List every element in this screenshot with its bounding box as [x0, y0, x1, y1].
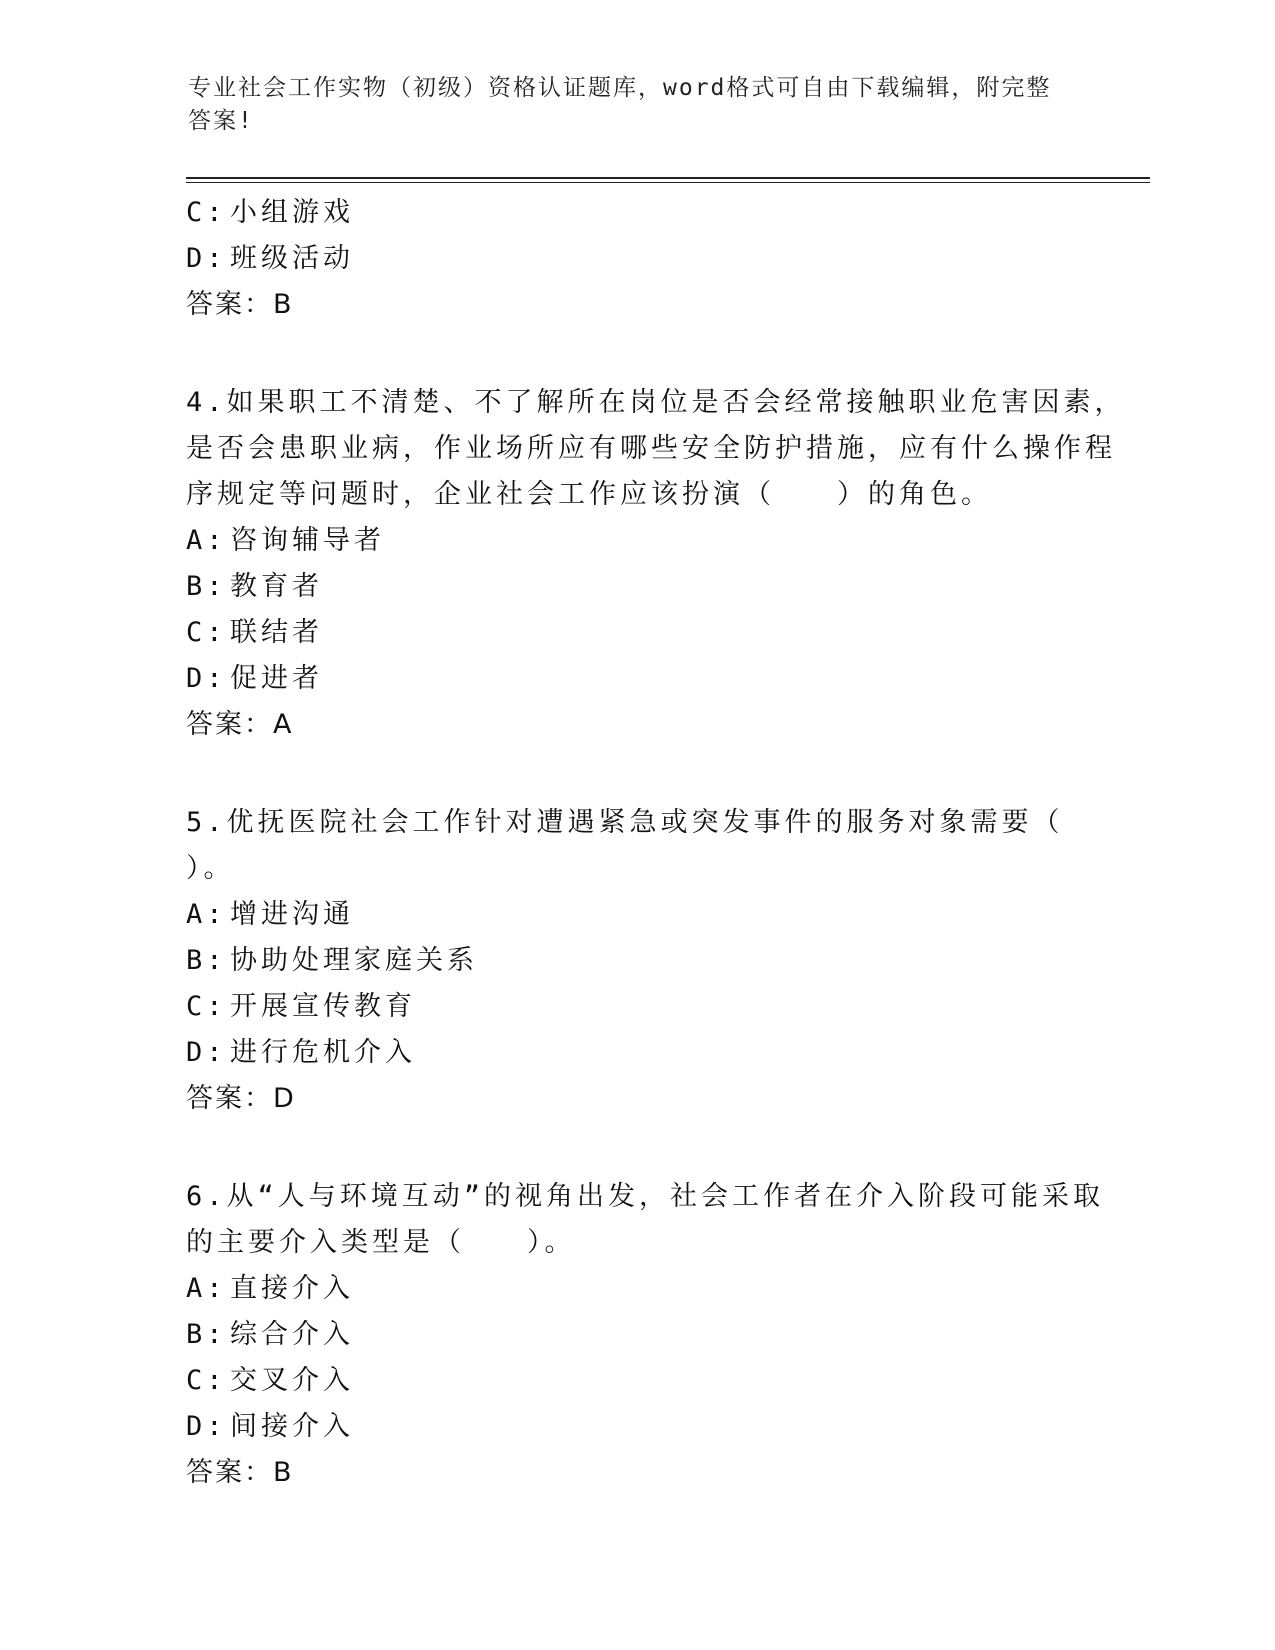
- option-letter: D:: [186, 663, 227, 694]
- option-text: 协助处理家庭关系: [230, 945, 478, 976]
- question-stem-line: ）。: [186, 853, 235, 884]
- option-text: 交叉介入: [230, 1365, 354, 1396]
- option-d: [186, 656, 1086, 702]
- question-content: [186, 190, 1126, 1496]
- question-4: [186, 380, 1126, 748]
- question-stem-line: 4.如果职工不清楚、不了解所在岗位是否会经常接触职业危害因素，: [186, 387, 1126, 418]
- option-b: [186, 1312, 1086, 1358]
- option-letter: D:: [186, 243, 227, 274]
- option-letter: D:: [186, 1037, 227, 1068]
- option-c: [186, 610, 1086, 656]
- answer-line: 答案：A: [186, 709, 294, 740]
- option-c: [186, 1358, 1086, 1404]
- question-stem-line: 5.优抚医院社会工作针对遭遇紧急或突发事件的服务对象需要（: [186, 807, 1064, 838]
- option-text: 教育者: [230, 571, 323, 602]
- question-stem-line: 是否会患职业病，作业场所应有哪些安全防护措施，应有什么操作程: [186, 433, 1116, 464]
- option-letter: C:: [186, 991, 227, 1022]
- option-letter: C:: [186, 197, 227, 228]
- option-a: [186, 1266, 1086, 1312]
- question-5: [186, 800, 1086, 1122]
- option-letter: B:: [186, 1319, 227, 1350]
- option-letter: A:: [186, 899, 227, 930]
- option-d: [186, 1404, 1086, 1450]
- question-stem-line: 的主要介入类型是（ ）。: [186, 1227, 576, 1258]
- question-6: [186, 1174, 1105, 1496]
- answer-line: 答案：B: [186, 1457, 294, 1488]
- option-text: 综合介入: [230, 1319, 354, 1350]
- option-text: 小组游戏: [230, 197, 354, 228]
- option-letter: B:: [186, 945, 227, 976]
- option-text: 增进沟通: [230, 899, 354, 930]
- option-a: [186, 892, 1086, 938]
- question-stem-line: 6.从“人与环境互动”的视角出发，社会工作者在介入阶段可能采取: [186, 1181, 1105, 1212]
- option-text: 直接介入: [230, 1273, 354, 1304]
- header-divider-thin: [186, 182, 1150, 183]
- header-divider: [186, 177, 1150, 179]
- answer-line: 答案：B: [186, 289, 294, 320]
- option-letter: C:: [186, 1365, 227, 1396]
- option-letter: A:: [186, 525, 227, 556]
- option-text: 促进者: [230, 663, 323, 694]
- option-c: [186, 984, 1086, 1030]
- option-a: [186, 518, 1086, 564]
- option-b: [186, 564, 1086, 610]
- option-letter: B:: [186, 571, 227, 602]
- question-stem-line: 序规定等问题时，企业社会工作应该扮演（ ）的角色。: [186, 479, 992, 510]
- option-letter: D:: [186, 1411, 227, 1442]
- document-header: 专业社会工作实物（初级）资格认证题库，word格式可自由下载编辑，附完整答案!: [188, 75, 1052, 134]
- option-d: [186, 236, 1086, 282]
- answer-line: 答案：D: [186, 1083, 296, 1114]
- option-text: 间接介入: [230, 1411, 354, 1442]
- option-text: 联结者: [230, 617, 323, 648]
- option-text: 班级活动: [230, 243, 354, 274]
- option-letter: A:: [186, 1273, 227, 1304]
- continued-question: [186, 190, 1086, 328]
- option-letter: C:: [186, 617, 227, 648]
- option-text: 开展宣传教育: [230, 991, 416, 1022]
- option-d: [186, 1030, 1086, 1076]
- option-text: 进行危机介入: [230, 1037, 416, 1068]
- option-b: [186, 938, 1086, 984]
- option-text: 咨询辅导者: [230, 525, 385, 556]
- option-c: [186, 190, 1086, 236]
